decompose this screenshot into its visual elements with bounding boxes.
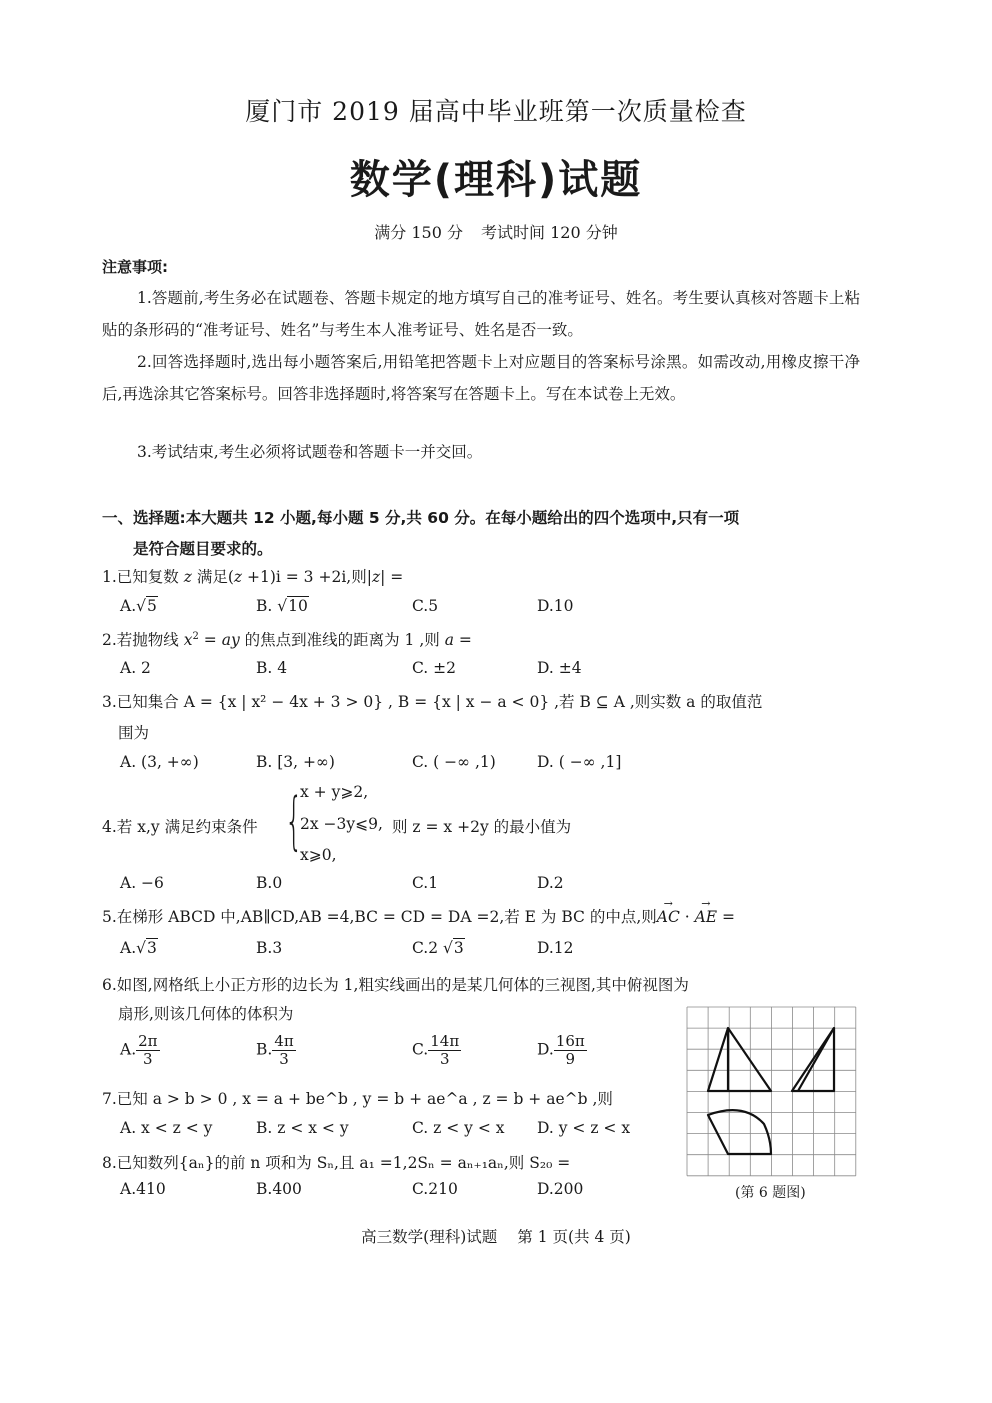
notice-item-2: 2.回答选择题时,选出每小题答案后,用铅笔把答题卡上对应题目的答案标号涂黑。如需改动,用橡皮擦干净后,再选涂其它答案标号。回答非选择题时,将答案写在答题卡上。写在本试卷上无效。 [102, 353, 860, 403]
stem-text: 若抛物线 [116, 631, 184, 649]
question-number: 8. [102, 1154, 117, 1172]
stem-text: 在梯形 ABCD 中,AB∥CD,AB =4,BC = CD = DA =2,若 E 为 BC 的中点,则 [116, 908, 657, 926]
numerator: 16π [555, 1032, 585, 1050]
stem-text: 已知集合 A = {x | x² − 4x + 3 > 0} , B = {x | x − a < 0} ,若 B ⊆ A ,则实数 a 的取值范 [116, 693, 763, 711]
constraint-1: x + y⩾2, [300, 783, 369, 801]
stem-text: 满足( [191, 568, 234, 586]
question-1 [102, 565, 403, 587]
dot-operator: · [679, 908, 695, 926]
notice-item-1: 1.答题前,考生务必在试题卷、答题卡规定的地方填写自己的准考证号、姓名。考生要认真核对答题卡上粘贴的条形码的“准考证号、姓名”与考生本人准考证号、姓名是否一致。 [102, 289, 860, 339]
subject-title: 数学(理科)试题 [349, 157, 643, 203]
var: a [444, 631, 454, 649]
option-label: C.2 [412, 939, 444, 957]
question-3-cont: 围为 [118, 724, 150, 742]
q6-option-c [412, 1033, 461, 1068]
var: z [371, 568, 381, 586]
footer-page-number: 第 1 页(共 4 页) [517, 1228, 631, 1246]
question-5 [102, 905, 735, 927]
q6-option-b [256, 1033, 296, 1068]
q2-option-b: B. 4 [256, 659, 288, 677]
question-8 [102, 1151, 570, 1173]
three-view-figure [684, 1004, 864, 1180]
stem-text: 若 x,y 满足约束条件 [116, 818, 258, 836]
exponent: 2 [192, 630, 199, 642]
stem-text: 已知 a > b > 0 , x = a + be^b , y = b + ae^a , z = b + ae^b ,则 [116, 1090, 613, 1108]
q1-option-b: B. √10 [256, 597, 308, 615]
question-number: 6. [102, 976, 117, 994]
numerator: 2π [138, 1032, 158, 1050]
option-label: A. [120, 1040, 137, 1059]
stem-text: = [198, 631, 222, 649]
radicand: 10 [288, 597, 308, 615]
q1-option-c: C.5 [412, 597, 439, 615]
denominator: 3 [279, 1050, 289, 1068]
vector-ae: → AE [695, 908, 718, 926]
question-number: 4. [102, 818, 117, 836]
q7-option-a: A. x < z < y [120, 1119, 213, 1137]
question-6 [102, 973, 689, 995]
question-6-cont: 扇形,则该几何体的体积为 [118, 1005, 294, 1023]
question-4 [102, 815, 258, 837]
q2-option-a: A. 2 [120, 659, 151, 677]
radicand: 3 [453, 939, 464, 957]
numerator: 14π [430, 1032, 460, 1050]
question-number: 2. [102, 631, 117, 649]
exam-title: 厦门市 2019 届高中毕业班第一次质量检查 [245, 97, 747, 126]
var: z [183, 568, 192, 586]
exam-info [0, 220, 992, 243]
option-label: B. [256, 1040, 273, 1059]
option-label: D. [537, 1040, 554, 1059]
q3-option-a: A. (3, +∞) [120, 753, 199, 771]
q4-option-d: D.2 [537, 874, 564, 892]
question-number: 1. [102, 568, 117, 586]
q5-option-b: B.3 [256, 939, 283, 957]
page-footer [0, 1225, 992, 1247]
denominator: 9 [565, 1050, 576, 1068]
var: ay [221, 631, 240, 649]
vector-ac: → AC [657, 908, 680, 926]
stem-text: | = [380, 568, 404, 586]
var: z [233, 568, 243, 586]
q6-option-d [537, 1033, 587, 1068]
notice-item-3: 3.考试结束,考生必须将试题卷和答题卡一并交回。 [137, 443, 483, 461]
q2-option-c: C. ±2 [412, 659, 457, 677]
question-number: 7. [102, 1090, 117, 1108]
q7-option-d: D. y < z < x [537, 1119, 631, 1137]
q2-option-d: D. ±4 [537, 659, 582, 677]
stem-text: 如图,网格纸上小正方形的边长为 1,粗实线画出的是某几何体的三视图,其中俯视图为 [116, 976, 689, 994]
section-heading-line2: 是符合题目要求的。 [133, 540, 273, 558]
section-heading [102, 503, 862, 565]
var: x [183, 631, 193, 649]
question-7 [102, 1087, 613, 1109]
q3-option-c: C. ( −∞ ,1) [412, 753, 496, 771]
q8-option-b: B.400 [256, 1180, 302, 1198]
notice-heading: 注意事项: [102, 258, 168, 276]
q3-option-d: D. ( −∞ ,1] [537, 753, 622, 771]
q4-option-c: C.1 [412, 874, 439, 892]
stem-text: +1)i = 3 +2i,则| [242, 568, 372, 586]
section-heading-line1: 一、选择题:本大题共 12 小题,每小题 5 分,共 60 分。在每小题给出的四个选项中,只有一项 [102, 509, 740, 527]
stem-text: = [453, 631, 472, 649]
question-number: 5. [102, 908, 117, 926]
q1-option-d: D.10 [537, 597, 574, 615]
q8-option-a: A.410 [120, 1180, 166, 1198]
brace-symbol: { [285, 784, 303, 857]
radicand: 3 [147, 939, 157, 957]
numerator: 4π [274, 1032, 294, 1050]
figure-caption: (第 6 题图) [735, 1185, 806, 1201]
fraction [136, 1033, 159, 1068]
option-label: B. [256, 597, 278, 615]
side-view-inner-line [798, 1028, 834, 1091]
fraction [554, 1033, 587, 1068]
q5-option-c: C.2 √3 [412, 939, 464, 957]
denominator: 3 [143, 1050, 153, 1068]
constraint-2: 2x −3y⩽9, [300, 815, 383, 833]
q7-option-c: C. z < y < x [412, 1119, 505, 1137]
full-score: 满分 150 分 [374, 223, 463, 242]
fraction [272, 1033, 295, 1068]
radicand: 5 [147, 597, 157, 615]
stem-text: 已知数列{aₙ}的前 n 项和为 Sₙ,且 a₁ =1,2Sₙ = aₙ₊₁aₙ,则 S₂₀ = [116, 1154, 571, 1172]
q5-option-a: A.√3 [120, 939, 157, 957]
option-label: C. [412, 1040, 429, 1059]
q4-option-b: B.0 [256, 874, 283, 892]
question-3 [102, 690, 762, 712]
footer-subject: 高三数学(理科)试题 [361, 1228, 498, 1246]
q8-option-c: C.210 [412, 1180, 458, 1198]
option-label: A. [120, 939, 137, 957]
option-label: A. [120, 597, 137, 615]
q8-option-d: D.200 [537, 1180, 584, 1198]
question-4-tail: 则 z = x +2y 的最小值为 [392, 818, 572, 836]
question-2 [102, 628, 472, 650]
exam-time: 考试时间 120 分钟 [481, 223, 618, 242]
denominator: 3 [439, 1050, 450, 1068]
q1-option-a: A.√5 [120, 597, 157, 615]
q7-option-b: B. z < x < y [256, 1119, 349, 1137]
top-view-sector [708, 1110, 771, 1154]
q4-option-a: A. −6 [120, 874, 164, 892]
q5-option-d: D.12 [537, 939, 574, 957]
front-view-triangle [708, 1028, 771, 1091]
fraction [428, 1033, 461, 1068]
q3-option-b: B. [3, +∞) [256, 753, 335, 771]
stem-text: = [717, 908, 736, 926]
stem-text: 已知复数 [116, 568, 184, 586]
q6-option-a [120, 1033, 160, 1068]
stem-text: 的焦点到准线的距离为 1 ,则 [239, 631, 445, 649]
question-number: 3. [102, 693, 117, 711]
constraint-3: x⩾0, [300, 846, 337, 864]
